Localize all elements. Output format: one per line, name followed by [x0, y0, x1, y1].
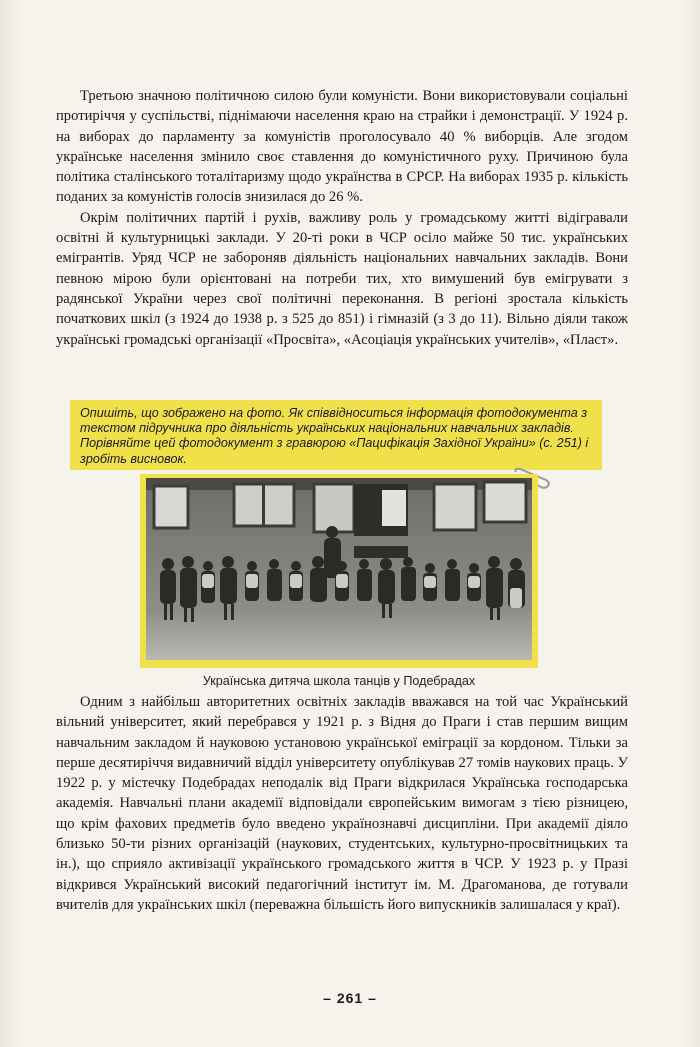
photo-caption: Українська дитяча школа танців у Подебрадах — [202, 674, 476, 688]
body-text-bottom — [56, 692, 628, 915]
body-text-top — [56, 86, 628, 350]
page-number: – 261 – — [323, 990, 377, 1006]
paragraph-university: Одним з найбільш авторитетних освітніх закладів вважався на той час Український вільний університет, який перебрався у 1921 р. з Відня до Праги і став першим вищим навчальним закладом й науковою установою української еміграції за кордоном. Тільки за перше десятиріччя видавничий відділ університету опублікував 27 томів наукових праць. У 1922 р. у містечку Подебрадах неподалік від Праги відкрилася Українська господарська академія. Навчальні плани академії відповідали європейським вимогам з тією різницею, що крім фахових предметів було введено українознавчі дисципліни. При академії діяло близько 50-ти різних організацій (наукових, студентських, культурно-просвітницьких та ін.), що сприяло активізації українського громадського життя в ЧСР. У 1923 р. у Празі відкрився Український високий педагогічний інститут ім. М. Драгоманова, де готували вчителів для українських шкіл (переважна більшість його випускників залишалася у краї). — [56, 694, 628, 913]
photo-dance-school — [146, 478, 532, 660]
task-text: Опишіть, що зображено на фото. Як співвідноситься інформація фотодокумента з текстом підручника про діяльність українських національних навчальних закладів. Порівняйте цей фотодокумент з гравюрою «Пацифікація Західної України» (с. 251) і зробіть висновок. — [80, 406, 589, 466]
paragraph-education: Окрім політичних партій і рухів, важливу роль у громадському житті відігравали освітні й культурницькі заклади. У 20-ті роки в ЧСР осіло майже 50 тис. українських емігрантів. Уряд ЧСР не забороняв діяльність національних навчальних закладів. Вони певною мірою були орієнтовані на потреби тих, хто вимушений був емігрувати з радянської України через свої політичні переконання. В регіоні зростала кількість початкових шкіл (з 1924 до 1938 р. з 525 до 851) і гімназій (з 3 до 11). Вільно діяли також українські громадські організації «Просвіта», «Асоціація українських учителів», «Пласт». — [56, 209, 628, 348]
photo-image — [146, 478, 532, 660]
paragraph-communists: Третьою значною політичною силою були комуністи. Вони використовували соціальні протиріччя у суспільстві, піднімаючи населення краю на страйки і демонстрації. У 1924 р. на виборах до парламенту за комуністів проголосувало 40 % виборців. Але згодом українське населення змінило своє ставлення до комуністичного руху. Причиною була політика сталінського тоталітаризму щодо українства в СРСР. На виборах 1935 р. кількість поданих за комуністів голосів знизилася до 26 %. — [56, 88, 628, 206]
task-box — [70, 400, 602, 470]
